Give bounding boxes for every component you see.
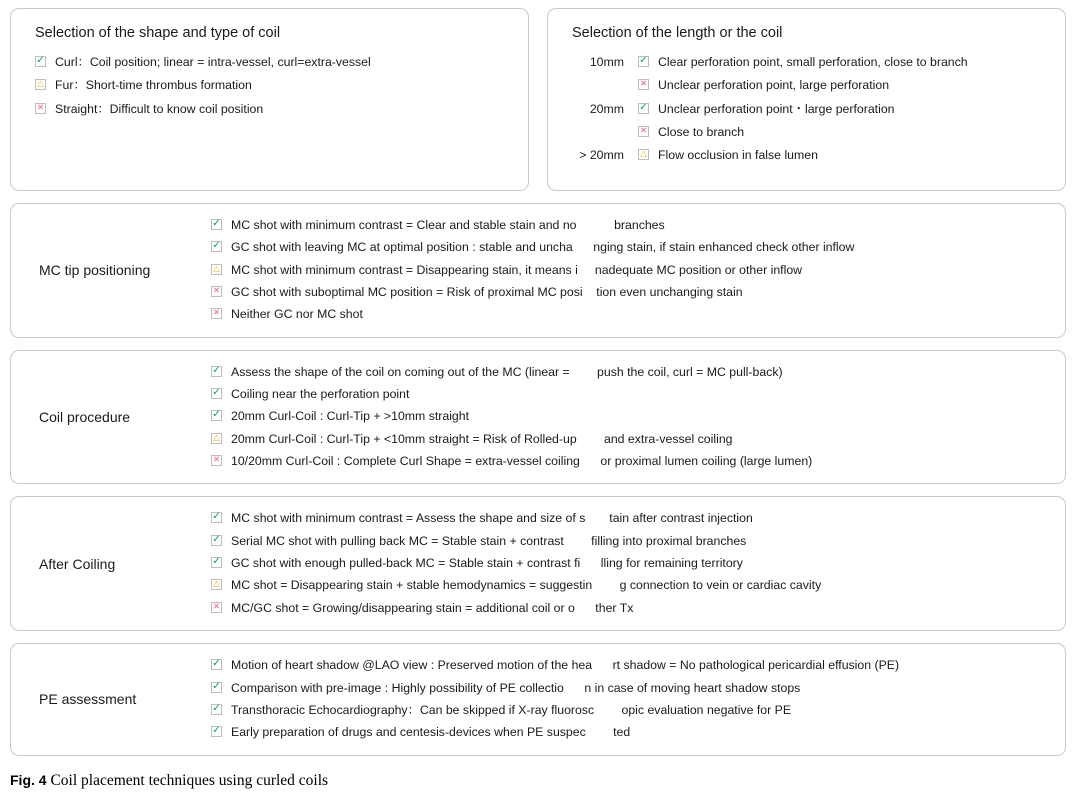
section-label: PE assessment <box>39 691 137 708</box>
item-text: Coiling near the perforation point <box>231 386 410 401</box>
list-item <box>211 218 1043 233</box>
section-label: Coil procedure <box>39 408 131 425</box>
list-item <box>211 511 1043 526</box>
item-text: MC/GC shot = Growing/disappearing stain = additional coil or o ther Tx <box>231 600 634 615</box>
item-text: Assess the shape of the coil on coming out of the MC (linear = push the coil, curl = MC pull-back) <box>231 364 783 379</box>
triangle-icon <box>211 433 222 444</box>
item-text: GC shot with leaving MC at optimal position : stable and uncha nging stain, if stain enhanced check other inflow <box>231 240 855 255</box>
section-after-coiling <box>10 496 1066 631</box>
triangle-icon <box>211 579 222 590</box>
list-item <box>211 409 1043 424</box>
section-pe-assessment <box>10 643 1066 755</box>
check-icon <box>211 241 222 252</box>
item-text: 10/20mm Curl-Coil : Complete Curl Shape = extra-vessel coiling or proximal lumen coiling (large lumen) <box>231 454 813 469</box>
list-item <box>211 556 1043 571</box>
check-icon <box>211 388 222 399</box>
item-text: Motion of heart shadow @LAO view : Preserved motion of the hea rt shadow = No pathological pericardial effusion (PE) <box>231 658 900 673</box>
section-items <box>211 658 1055 740</box>
panel-length-title: Selection of the length or the coil <box>572 25 783 41</box>
panel-shape-and-type <box>10 8 529 191</box>
cross-icon <box>35 103 46 114</box>
list-item <box>572 102 1047 117</box>
legend-text: Fur：Short-time thrombus formation <box>55 78 252 93</box>
check-icon <box>211 682 222 693</box>
check-icon <box>211 410 222 421</box>
figure-caption-text: Coil placement techniques using curled coils <box>50 772 329 789</box>
item-text: GC shot with suboptimal MC position = Risk of proximal MC posi tion even unchanging stain <box>231 284 743 299</box>
legend-text: Close to branch <box>658 125 745 140</box>
list-item <box>211 307 1043 322</box>
top-panels-row <box>10 8 1066 191</box>
triangle-icon <box>35 79 46 90</box>
list-item <box>211 365 1043 380</box>
shape-legend-list <box>35 55 510 117</box>
list-item <box>211 240 1043 255</box>
section-items <box>211 218 1055 323</box>
item-text: Neither GC nor MC shot <box>231 307 363 322</box>
list-item <box>211 387 1043 402</box>
check-icon <box>211 726 222 737</box>
size-label: > 20mm <box>579 148 624 163</box>
list-item <box>35 102 510 117</box>
check-icon <box>211 659 222 670</box>
size-label: 10mm <box>589 55 624 69</box>
list-item <box>211 681 1043 696</box>
list-item <box>211 454 1043 469</box>
legend-text: Unclear perforation point・large perforation <box>658 101 895 116</box>
list-item <box>211 285 1043 300</box>
size-label: 20mm <box>589 101 624 116</box>
list-item <box>211 534 1043 549</box>
item-text: Early preparation of drugs and centesis-devices when PE suspec ted <box>231 725 631 740</box>
legend-text: Flow occlusion in false lumen <box>658 148 818 163</box>
legend-text: Curl：Coil position; linear = intra-vessel, curl=extra-vessel <box>55 55 371 69</box>
item-text: MC shot = Disappearing stain + stable hemodynamics = suggestin g connection to vein or cardiac cavity <box>231 578 822 593</box>
list-item <box>572 125 1047 140</box>
cross-icon <box>211 602 222 613</box>
item-text: MC shot with minimum contrast = Clear and stable stain and no branches <box>231 217 665 232</box>
cross-icon <box>211 455 222 466</box>
item-text: GC shot with enough pulled-back MC = Stable stain + contrast fi lling for remaining territory <box>231 556 743 571</box>
cross-icon <box>211 308 222 319</box>
cross-icon <box>638 79 649 90</box>
section-items <box>211 511 1055 616</box>
section-coil-procedure <box>10 350 1066 485</box>
legend-text: Unclear perforation point, large perforation <box>658 78 890 93</box>
list-item <box>35 78 510 93</box>
cross-icon <box>211 286 222 297</box>
list-item <box>211 703 1043 718</box>
list-item <box>211 263 1043 278</box>
list-item <box>572 78 1047 93</box>
check-icon <box>211 557 222 568</box>
item-text: Transthoracic Echocardiography：Can be skipped if X-ray fluorosc opic evaluation negative for PE <box>231 702 792 717</box>
triangle-icon <box>211 264 222 275</box>
check-icon <box>211 512 222 523</box>
triangle-icon <box>638 149 649 160</box>
check-icon <box>211 366 222 377</box>
figure-number: Fig. 4 <box>10 772 47 788</box>
item-text: MC shot with minimum contrast = Disappearing stain, it means i nadequate MC position or other inflow <box>231 262 803 277</box>
list-item <box>572 148 1047 163</box>
list-item <box>211 658 1043 673</box>
check-icon <box>211 219 222 230</box>
panel-shape-title: Selection of the shape and type of coil <box>35 25 281 41</box>
list-item <box>211 578 1043 593</box>
check-icon <box>211 704 222 715</box>
section-mc-tip-positioning <box>10 203 1066 338</box>
check-icon <box>35 56 46 67</box>
list-item <box>35 55 510 70</box>
check-icon <box>638 56 649 67</box>
item-text: 20mm Curl-Coil : Curl-Tip + <10mm straight = Risk of Rolled-up and extra-vessel coiling <box>231 431 733 446</box>
list-item <box>572 55 1047 70</box>
item-text: 20mm Curl-Coil : Curl-Tip + >10mm straight <box>231 409 470 424</box>
figure-caption <box>10 772 328 790</box>
section-label: MC tip positioning <box>39 262 151 279</box>
section-label: After Coiling <box>39 555 116 572</box>
cross-icon <box>638 126 649 137</box>
legend-text: Straight：Difficult to know coil position <box>55 101 264 116</box>
list-item <box>211 432 1043 447</box>
check-icon <box>638 103 649 114</box>
check-icon <box>211 535 222 546</box>
list-item <box>211 601 1043 616</box>
section-items <box>211 365 1055 470</box>
panel-coil-length <box>547 8 1066 191</box>
list-item <box>211 725 1043 740</box>
item-text: Serial MC shot with pulling back MC = Stable stain + contrast filling into proximal branches <box>231 533 747 548</box>
item-text: MC shot with minimum contrast = Assess the shape and size of s tain after contrast injection <box>231 511 753 526</box>
length-legend-list <box>572 55 1047 164</box>
legend-text: Clear perforation point, small perforation, close to branch <box>658 55 968 69</box>
item-text: Comparison with pre-image : Highly possibility of PE collectio n in case of moving heart shadow stops <box>231 680 801 695</box>
